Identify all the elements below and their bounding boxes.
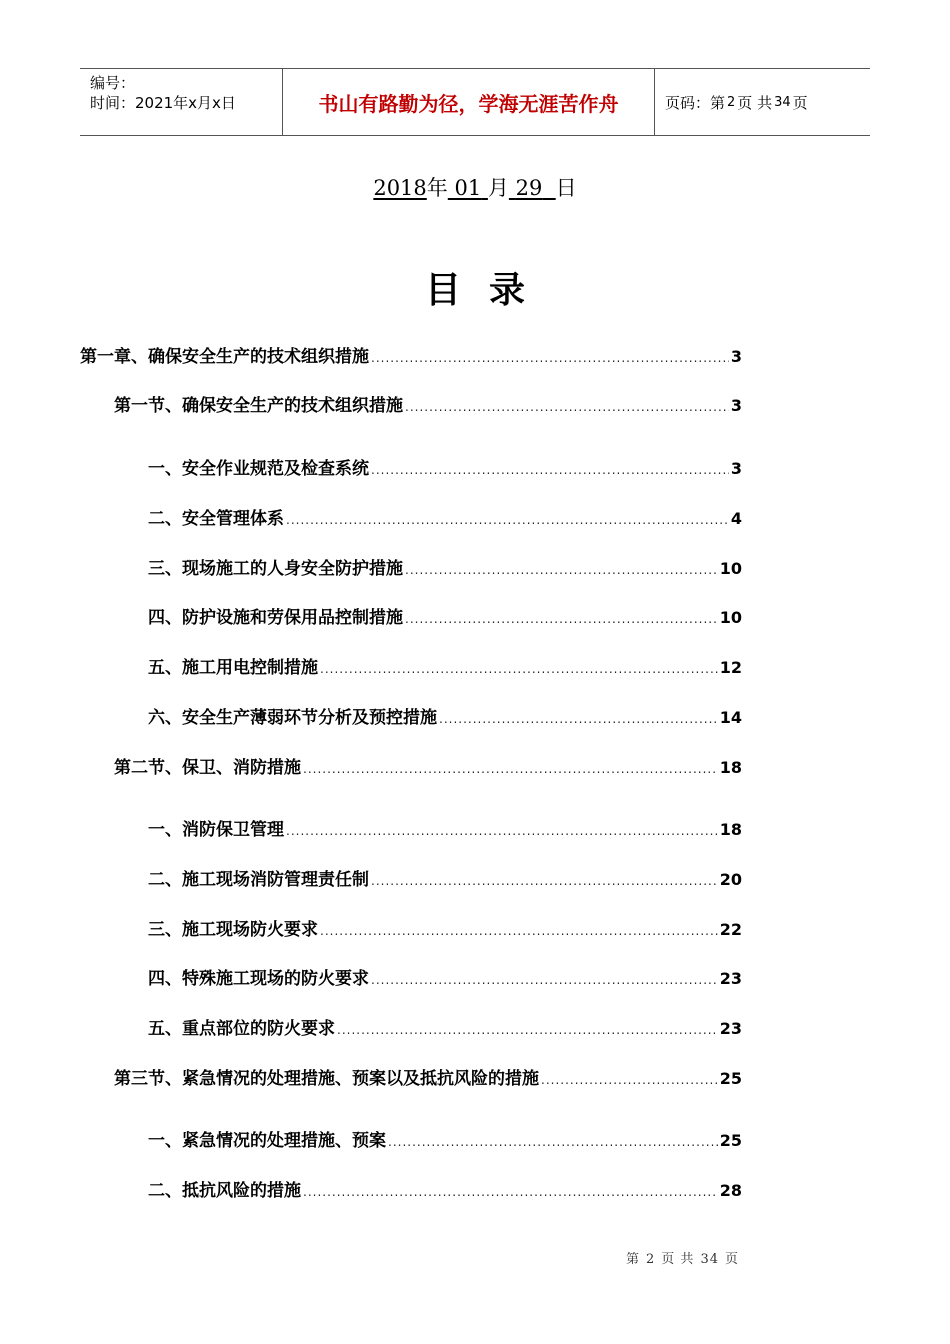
toc-leader-dots	[371, 870, 718, 892]
toc-entry-label: 第一章、确保安全生产的技术组织措施	[80, 347, 369, 367]
toc-entry-label: 二、安全管理体系	[148, 509, 284, 529]
toc-entry[interactable]	[148, 558, 742, 581]
toc-entry[interactable]	[148, 1180, 742, 1203]
toc-entry[interactable]	[148, 607, 742, 630]
date-year: 2018	[373, 176, 427, 200]
date-month-unit: 月	[487, 176, 509, 200]
toc-leader-dots	[286, 820, 718, 842]
toc-entry-label: 三、施工现场防火要求	[148, 920, 318, 940]
toc-leader-dots	[303, 1181, 718, 1203]
toc-entry-label: 五、施工用电控制措施	[148, 658, 318, 678]
date-day: 29	[515, 176, 543, 200]
footer-mid: 页 共	[661, 1252, 695, 1267]
document-time-label: 时间：2021年x月x日	[90, 94, 236, 112]
header-motto: 书山有路勤为径，学海无涯苦作舟	[283, 69, 655, 135]
toc-entry[interactable]	[148, 919, 742, 942]
header-page-prefix: 页码：第	[665, 93, 726, 112]
toc-entry-page: 28	[719, 1181, 742, 1200]
toc-entry-label: 一、消防保卫管理	[148, 820, 284, 840]
header-page-mid: 页 共	[737, 93, 773, 112]
toc-leader-dots	[320, 658, 718, 680]
page-footer	[623, 1248, 742, 1267]
toc-entry[interactable]	[80, 346, 742, 369]
toc-entry-page: 3	[730, 459, 742, 478]
toc-entry-page: 25	[719, 1131, 742, 1150]
toc-title: 目录	[424, 270, 553, 311]
toc-leader-dots	[371, 347, 729, 369]
toc-entry[interactable]	[114, 1068, 742, 1091]
toc-entry-page: 12	[719, 658, 742, 677]
toc-leader-dots	[541, 1069, 718, 1091]
toc-entry-label: 二、抵抗风险的措施	[148, 1181, 301, 1201]
toc-entry-label: 一、紧急情况的处理措施、预案	[148, 1131, 386, 1151]
toc-entry-label: 四、防护设施和劳保用品控制措施	[148, 608, 403, 628]
toc-leader-dots	[405, 396, 729, 418]
toc-entry[interactable]	[114, 395, 742, 418]
toc-entry-page: 14	[719, 708, 742, 727]
toc-leader-dots	[320, 920, 718, 942]
toc-entry[interactable]	[148, 1130, 742, 1153]
date-year-unit: 年	[426, 176, 448, 200]
toc-entry-label: 三、现场施工的人身安全防护措施	[148, 559, 403, 579]
toc-entry-page: 18	[719, 820, 742, 839]
footer-suffix: 页	[724, 1252, 739, 1267]
toc-entry-page: 10	[719, 608, 742, 627]
toc-entry-label: 四、特殊施工现场的防火要求	[148, 969, 369, 989]
toc-leader-dots	[371, 969, 718, 991]
toc-leader-dots	[405, 559, 718, 581]
toc-entry-label: 一、安全作业规范及检查系统	[148, 459, 369, 479]
toc-entry-page: 4	[730, 509, 742, 528]
toc-leader-dots	[439, 708, 718, 730]
toc-entry[interactable]	[148, 707, 742, 730]
toc-entry-page: 3	[730, 347, 742, 366]
toc-entry[interactable]	[148, 819, 742, 842]
toc-entry-page: 20	[719, 870, 742, 889]
footer-prefix: 第	[626, 1252, 641, 1267]
toc-entry-label: 五、重点部位的防火要求	[148, 1019, 335, 1039]
toc-entry-page: 10	[719, 559, 742, 578]
toc-leader-dots	[286, 509, 729, 531]
toc-entry[interactable]	[148, 657, 742, 680]
toc-entry-page: 3	[730, 396, 742, 415]
toc-entry-page: 25	[719, 1069, 742, 1088]
toc-leader-dots	[405, 608, 718, 630]
toc-entry[interactable]	[148, 508, 742, 531]
date-month: 01	[454, 176, 482, 200]
toc-entry-page: 23	[719, 1019, 742, 1038]
toc-leader-dots	[371, 459, 729, 481]
toc-entry[interactable]	[148, 458, 742, 481]
toc-leader-dots	[388, 1131, 718, 1153]
document-number-label: 编号：	[90, 74, 136, 92]
toc-leader-dots	[303, 758, 718, 780]
toc-entry-page: 22	[719, 920, 742, 939]
toc-entry-label: 第一节、确保安全生产的技术组织措施	[114, 396, 403, 416]
toc-entry[interactable]	[148, 869, 742, 892]
toc-entry-page: 23	[719, 969, 742, 988]
toc-entry[interactable]	[114, 757, 742, 780]
header-page-total: 34	[774, 94, 791, 110]
toc-entry-label: 第二节、保卫、消防措施	[114, 758, 301, 778]
toc-entry-page: 18	[719, 758, 742, 777]
toc-entry-label: 六、安全生产薄弱环节分析及预控措施	[148, 708, 437, 728]
toc-entry-label: 第三节、紧急情况的处理措施、预案以及抵抗风险的措施	[114, 1069, 539, 1089]
header-page-suffix: 页	[792, 93, 808, 112]
toc-entry[interactable]	[148, 968, 742, 991]
date-day-unit: 日	[555, 176, 577, 200]
toc-entry-label: 二、施工现场消防管理责任制	[148, 870, 369, 890]
toc-entry[interactable]	[148, 1018, 742, 1041]
footer-page-current: 2	[646, 1252, 656, 1267]
toc-leader-dots	[337, 1019, 718, 1041]
header-page-current: 2	[727, 94, 736, 110]
footer-page-total: 34	[700, 1252, 719, 1267]
